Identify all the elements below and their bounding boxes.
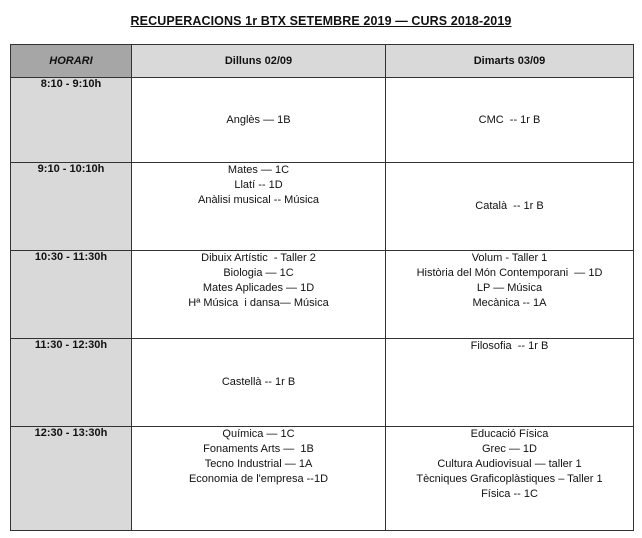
exam-entry: Castellà -- 1r B — [221, 376, 296, 388]
day-header-dilluns: Dilluns 02/09 — [132, 45, 386, 78]
exam-entry: Educació Física — [470, 428, 549, 440]
table-row — [11, 78, 634, 163]
exam-entry: Física -- 1C — [481, 488, 538, 500]
exam-entry: Fonaments Arts — 1B — [203, 443, 314, 455]
exam-entry: Volum - Taller 1 — [471, 252, 548, 264]
cell-dilluns — [132, 339, 386, 427]
exam-entry: Química — 1C — [222, 428, 295, 440]
exam-entry: Mecànica -- 1A — [472, 297, 547, 309]
exam-entry: Anàlisi musical -- Música — [197, 194, 320, 206]
cell-dilluns — [132, 427, 386, 531]
time-slot: 11:30 - 12:30h — [11, 339, 132, 427]
cell-dilluns — [132, 251, 386, 339]
table-row — [11, 427, 634, 531]
exam-entry: Mates Aplicades — 1D — [202, 282, 315, 294]
cell-dimarts — [386, 251, 634, 339]
exam-entry: Català -- 1r B — [475, 200, 544, 212]
exam-entry: Dibuix Artístic - Taller 2 — [201, 252, 316, 264]
cell-dilluns — [132, 78, 386, 163]
cell-dimarts — [386, 339, 634, 427]
time-slot: 8:10 - 9:10h — [11, 78, 132, 163]
exam-entry: Història del Món Contemporani — 1D — [416, 267, 603, 279]
exam-entry: Hª Música i dansa— Música — [188, 297, 329, 309]
exam-entry: LP — Música — [476, 282, 543, 294]
exam-entry: Tècniques Graficoplàstiques – Taller 1 — [416, 473, 603, 485]
document-title: RECUPERACIONS 1r BTX SETEMBRE 2019 — CURS 2018-2019 — [130, 14, 512, 28]
horari-header: HORARI — [11, 45, 132, 78]
table-row — [11, 163, 634, 251]
exam-entry: Cultura Audiovisual — taller 1 — [437, 458, 582, 470]
exam-entry: CMC -- 1r B — [478, 113, 541, 126]
time-slot: 9:10 - 10:10h — [11, 163, 132, 251]
time-slot: 10:30 - 11:30h — [11, 251, 132, 339]
schedule-table — [10, 44, 634, 531]
exam-entry: Tecno Industrial — 1A — [204, 458, 313, 470]
exam-entry: Anglès — 1B — [226, 113, 291, 126]
time-slot: 12:30 - 13:30h — [11, 427, 132, 531]
table-row — [11, 251, 634, 339]
cell-dimarts — [386, 163, 634, 251]
cell-dilluns — [132, 163, 386, 251]
cell-dimarts — [386, 427, 634, 531]
header-row — [11, 45, 634, 78]
exam-entry: Llatí -- 1D — [234, 179, 283, 191]
exam-entry: Mates — 1C — [227, 164, 290, 176]
exam-entry: Biologia — 1C — [223, 267, 294, 279]
table-row — [11, 339, 634, 427]
exam-entry: Economia de l'empresa --1D — [188, 473, 329, 485]
exam-entry: Grec — 1D — [481, 443, 537, 455]
exam-entry: Filosofia -- 1r B — [470, 340, 549, 352]
cell-dimarts — [386, 78, 634, 163]
day-header-dimarts: Dimarts 03/09 — [386, 45, 634, 78]
